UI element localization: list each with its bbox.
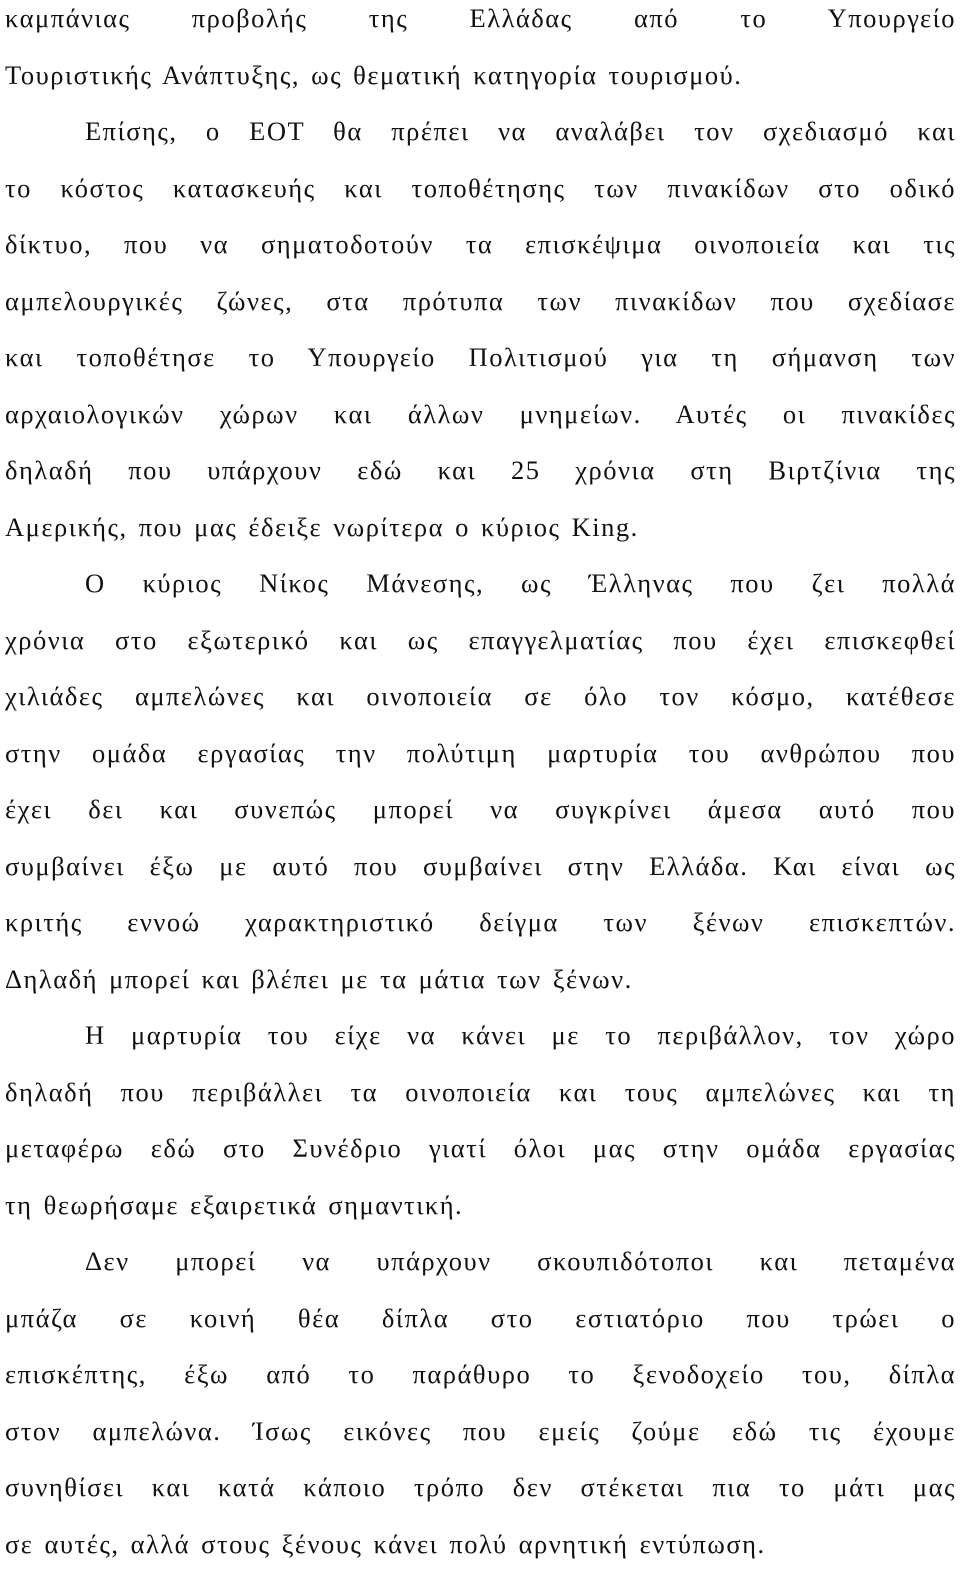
text-line: στον αμπελώνα. Ίσως εικόνες που εμείς ζούμε εδώ τις έχουμε [5,1403,956,1460]
text-line: επισκέπτης, έξω από το παράθυρο το ξενοδοχείο του, δίπλα [5,1346,956,1403]
text-line: Δεν μπορεί να υπάρχουν σκουπιδότοποι και πεταμένα [5,1233,956,1290]
text-line: δηλαδή που περιβάλλει τα οινοποιεία και τους αμπελώνες και τη [5,1064,956,1121]
text-line: αμπελουργικές ζώνες, στα πρότυπα των πινακίδων που σχεδίασε [5,273,956,330]
text-line: κριτής εννοώ χαρακτηριστικό δείγμα των ξένων επισκεπτών. [5,894,956,951]
text-line: χιλιάδες αμπελώνες και οινοποιεία σε όλο τον κόσμο, κατέθεσε [5,668,956,725]
text-line: Δηλαδή μπορεί και βλέπει με τα μάτια των ξένων. [5,951,956,1008]
text-line: δίκτυο, που να σηματοδοτούν τα επισκέψιμα οινοποιεία και τις [5,216,956,273]
text-line: συμβαίνει έξω με αυτό που συμβαίνει στην Ελλάδα. Και είναι ως [5,838,956,895]
text-line: συνηθίσει και κατά κάποιο τρόπο δεν στέκεται πια το μάτι μας [5,1459,956,1516]
text-line: Ο κύριος Νίκος Μάνεσης, ως Έλληνας που ζει πολλά [5,555,956,612]
text-line: έχει δει και συνεπώς μπορεί να συγκρίνει άμεσα αυτό που [5,781,956,838]
text-line: χρόνια στο εξωτερικό και ως επαγγελματίας που έχει επισκεφθεί [5,612,956,669]
text-line: δηλαδή που υπάρχουν εδώ και 25 χρόνια στη Βιρτζίνια της [5,442,956,499]
text-line: τη θεωρήσαμε εξαιρετικά σημαντική. [5,1177,956,1234]
text-line: καμπάνιας προβολής της Ελλάδας από το Υπουργείο [5,0,956,47]
text-line: σε αυτές, αλλά στους ξένους κάνει πολύ αρνητική εντύπωση. [5,1516,956,1572]
text-line: Αμερικής, που μας έδειξε νωρίτερα ο κύριος King. [5,499,956,556]
text-line: Η μαρτυρία του είχε να κάνει με το περιβάλλον, τον χώρο [5,1007,956,1064]
text-line: στην ομάδα εργασίας την πολύτιμη μαρτυρία του ανθρώπου που [5,725,956,782]
text-line: μεταφέρω εδώ στο Συνέδριο γιατί όλοι μας στην ομάδα εργασίας [5,1120,956,1177]
text-line: και τοποθέτησε το Υπουργείο Πολιτισμού για τη σήμανση των [5,329,956,386]
text-line: αρχαιολογικών χώρων και άλλων μνημείων. Αυτές οι πινακίδες [5,386,956,443]
text-line: Επίσης, ο ΕΟΤ θα πρέπει να αναλάβει τον σχεδιασμό και [5,103,956,160]
text-line: μπάζα σε κοινή θέα δίπλα στο εστιατόριο που τρώει ο [5,1290,956,1347]
text-line: το κόστος κατασκευής και τοποθέτησης των πινακίδων στο οδικό [5,160,956,217]
text-line: Τουριστικής Ανάπτυξης, ως θεματική κατηγορία τουρισμού. [5,47,956,104]
